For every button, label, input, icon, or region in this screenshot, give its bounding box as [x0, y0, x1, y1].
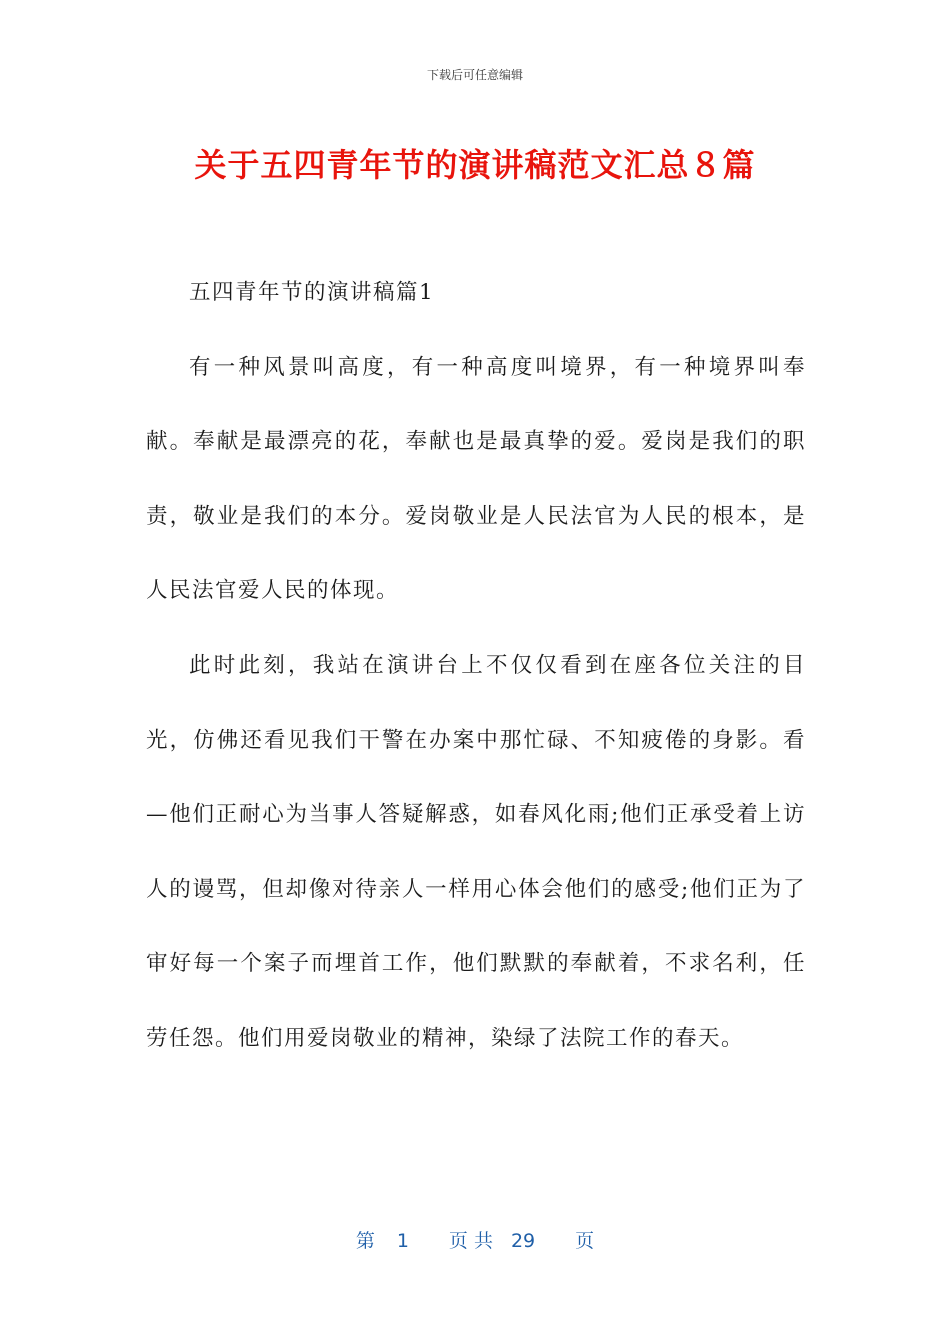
footer-total-pages: 29	[510, 1230, 536, 1252]
document-title: 关于五四青年节的演讲稿范文汇总８篇	[194, 146, 756, 184]
footer-suffix: 页	[575, 1230, 595, 1252]
header-note: 下载后可任意编辑	[426, 68, 523, 82]
paragraph-1: 有一种风景叫高度，有一种高度叫境界，有一种境界叫奉献。奉献是最漂亮的花，奉献也是最真挚的爱。爱岗是我们的职责，敬业是我们的本分。爱岗敬业是人民法官为人民的根本，是人民法官爱人民的体现。	[146, 354, 806, 604]
section-heading: 五四青年节的演讲稿篇1	[189, 280, 435, 305]
paragraph-2: 此时此刻，我站在演讲台上不仅仅看到在座各位关注的目光，仿佛还看见我们干警在办案中那忙碌、不知疲倦的身影。看—他们正耐心为当事人答疑解惑，如春风化雨;他们正承受着上访人的谩骂，但却像对待亲人一样用心体会他们的感受;他们正为了审好每一个案子而埋首工作，他们默默的奉献着，不求名利，任劳任怨。他们用爱岗敬业的精神，染绿了法院工作的春天。	[146, 652, 806, 1051]
footer-current-page: 1	[396, 1230, 409, 1252]
page-footer	[0, 1226, 950, 1253]
document-body	[146, 256, 806, 1077]
footer-middle: 页 共	[448, 1230, 493, 1252]
footer-prefix: 第	[355, 1230, 375, 1252]
